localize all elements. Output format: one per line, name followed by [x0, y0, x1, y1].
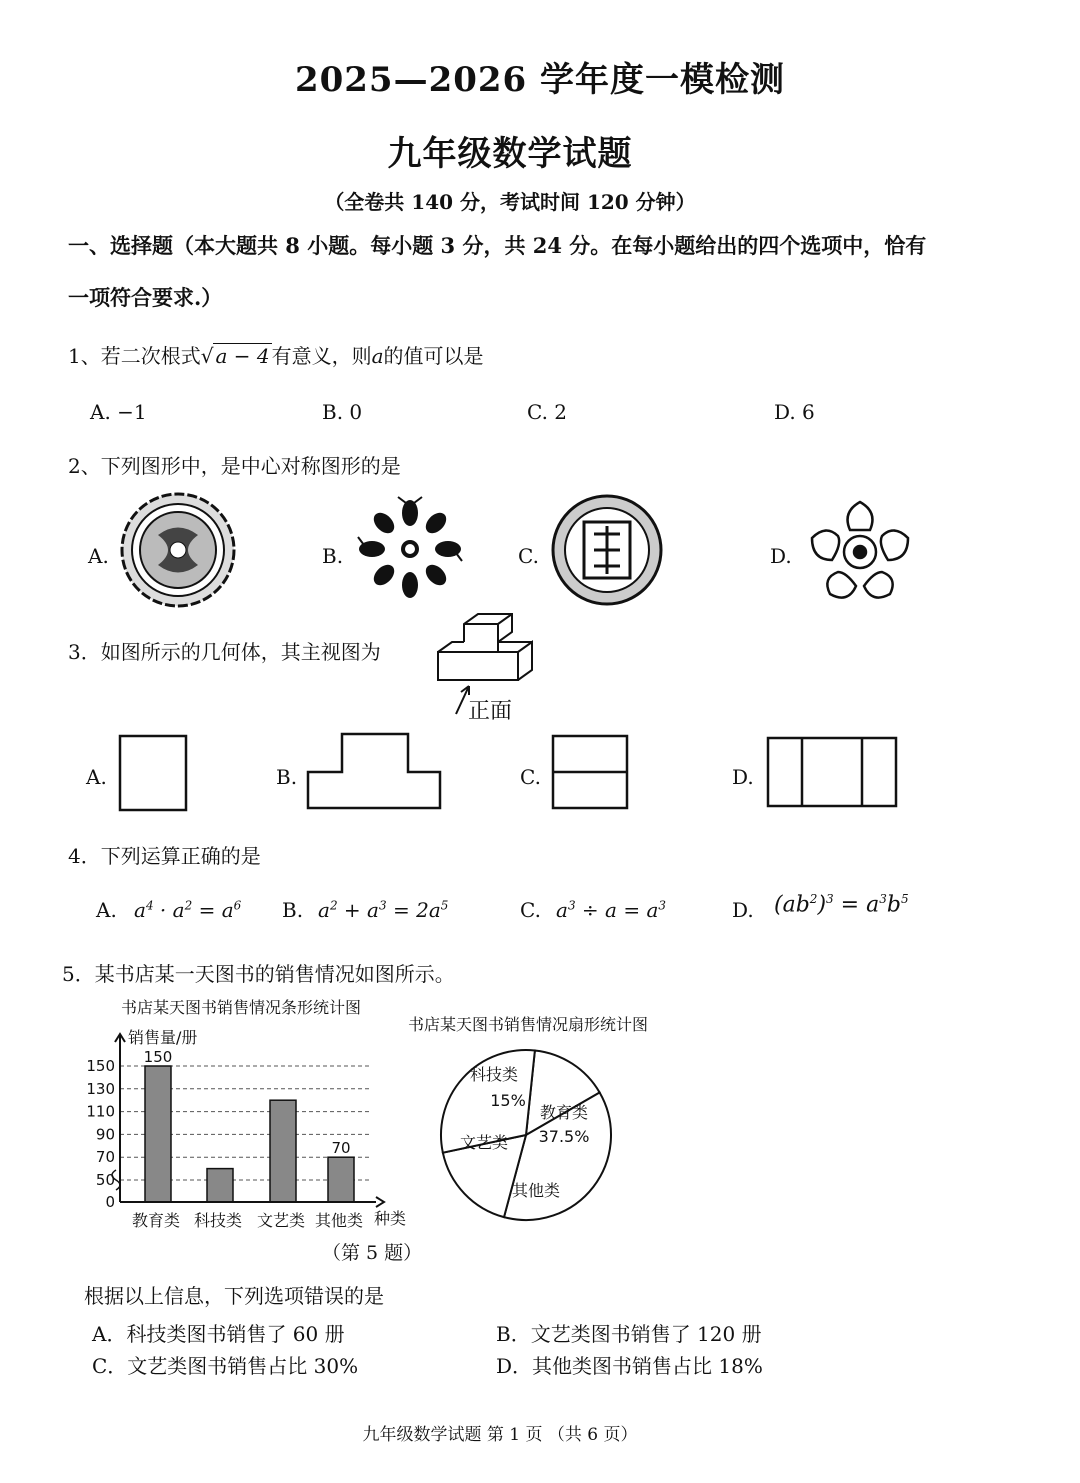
q3-label-d[interactable]: D. — [732, 765, 754, 789]
q3-front-label: 正面 — [468, 699, 513, 724]
q4-label-b[interactable]: B. — [282, 898, 304, 922]
q4-stem: 4．下列运算正确的是 — [68, 844, 261, 868]
bar-ytick-label: 50 — [95, 1171, 115, 1189]
bar-chart — [78, 990, 438, 1230]
q2-figure-b — [352, 492, 472, 607]
q4-expr-b: $a^2 + a^3 = 2a^5$ — [318, 898, 449, 922]
q1-option-a[interactable]: A. −1 — [90, 400, 147, 424]
q2-label-d[interactable]: D. — [770, 544, 792, 568]
q5-figure-caption: （第 5 题） — [322, 1242, 423, 1264]
q5-option-c[interactable]: C．文艺类图书销售占比 30% — [92, 1354, 359, 1378]
q1-stem-post: 有意义，则 — [271, 344, 372, 368]
bar-category-label: 其他类 — [314, 1211, 364, 1230]
q3-view-a — [118, 734, 190, 812]
pie-slice-label: 其他类 — [511, 1181, 561, 1200]
q1-radicand: a − 4 — [215, 344, 270, 368]
pie-slice-pct: 37.5% — [538, 1127, 590, 1146]
q1-stem-post2: 的值可以是 — [383, 344, 484, 368]
q3-label-a[interactable]: A. — [86, 765, 107, 789]
q2-figure-a — [118, 490, 238, 610]
bar-data-label: 150 — [143, 1048, 173, 1066]
q4-expr-c: $a^3 \div a = a^3$ — [556, 898, 667, 922]
q2-label-c[interactable]: C. — [518, 544, 539, 568]
bar-ytick-label: 130 — [86, 1079, 115, 1098]
q4-label-a[interactable]: A. — [96, 898, 117, 922]
q1-var: a — [371, 344, 384, 368]
q3-solid-figure — [432, 612, 542, 684]
q2-figure-d — [800, 494, 920, 612]
bar-ytick-label: 70 — [95, 1148, 115, 1167]
q3-view-d — [766, 736, 898, 810]
bar-ytick-label: 110 — [86, 1102, 115, 1121]
q5-stem: 5．某书店某一天图书的销售情况如图所示。 — [62, 962, 455, 986]
bar-其他类 — [328, 1157, 354, 1202]
bar-ytick-label: 0 — [105, 1193, 115, 1211]
q3-stem: 3．如图所示的几何体，其主视图为 — [68, 640, 381, 664]
q1-stem-pre: 1、若二次根式 — [68, 344, 201, 368]
bar-data-label: 70 — [331, 1139, 351, 1158]
pie-slice-label: 教育类 — [539, 1103, 589, 1122]
q2-figure-c — [550, 490, 665, 610]
q3-view-c — [551, 734, 631, 812]
exam-note: （全卷共 140 分，考试时间 120 分钟） — [324, 190, 696, 214]
page-footer: 九年级数学试题 第 1 页 （共 6 页） — [362, 1425, 638, 1445]
q1-radical: √ a − 4 — [200, 344, 270, 368]
exam-title: 2025—2026 学年度一模检测 — [294, 60, 786, 100]
bar-文艺类 — [270, 1100, 296, 1202]
pie-chart — [436, 1040, 636, 1230]
q5-question: 根据以上信息，下列选项错误的是 — [84, 1284, 384, 1308]
q4-label-d[interactable]: D. — [732, 898, 754, 922]
q1-option-b[interactable]: B. 0 — [322, 400, 363, 424]
q1-option-d[interactable]: D. 6 — [774, 400, 815, 424]
q1-option-c[interactable]: C. 2 — [527, 400, 568, 424]
bar-ytick-label: 150 — [86, 1057, 115, 1075]
bar-chart-title: 书店某天图书销售情况条形统计图 — [121, 998, 362, 1017]
bar-chart-x-arrow — [376, 1197, 384, 1207]
bar-category-label: 科技类 — [193, 1211, 243, 1230]
q2-label-b[interactable]: B. — [322, 544, 344, 568]
section-heading-line2: 一项符合要求.） — [68, 285, 223, 310]
q5-option-d[interactable]: D．其他类图书销售占比 18% — [496, 1354, 763, 1378]
q4-label-c[interactable]: C. — [520, 898, 541, 922]
pie-chart-title: 书店某天图书销售情况扇形统计图 — [408, 1015, 649, 1034]
bar-chart-ylabel: 销售量/册 — [128, 1028, 198, 1047]
bar-科技类 — [207, 1169, 233, 1202]
q5-option-b[interactable]: B．文艺类图书销售了 120 册 — [496, 1322, 762, 1346]
exam-subtitle: 九年级数学试题 — [387, 134, 633, 174]
q3-label-b[interactable]: B. — [276, 765, 298, 789]
pie-slice-pct: 15% — [490, 1091, 526, 1110]
q2-stem: 2、下列图形中，是中心对称图形的是 — [68, 454, 401, 478]
bar-教育类 — [145, 1066, 171, 1202]
q4-expr-a: $a^4 \cdot a^2 = a^6$ — [134, 898, 242, 922]
q3-view-b — [306, 732, 442, 812]
bar-category-label: 教育类 — [131, 1211, 181, 1230]
q1-stem — [68, 340, 484, 369]
section-heading-line1: 一、选择题（本大题共 8 小题。每小题 3 分，共 24 分。在每小题给出的四个选项中，恰有 — [68, 233, 927, 258]
bar-ytick-label: 90 — [95, 1125, 115, 1144]
q5-option-a[interactable]: A．科技类图书销售了 60 册 — [92, 1322, 345, 1346]
pie-slice-label: 科技类 — [469, 1065, 519, 1084]
bar-chart-xlabel: 种类 — [374, 1209, 407, 1228]
bar-category-label: 文艺类 — [256, 1211, 306, 1230]
pie-slice-label: 文艺类 — [459, 1133, 509, 1152]
q4-expr-d: $(ab^2)^3 = a^3b^5$ — [774, 892, 909, 918]
q3-label-c[interactable]: C. — [520, 765, 541, 789]
q2-label-a[interactable]: A. — [88, 544, 109, 568]
